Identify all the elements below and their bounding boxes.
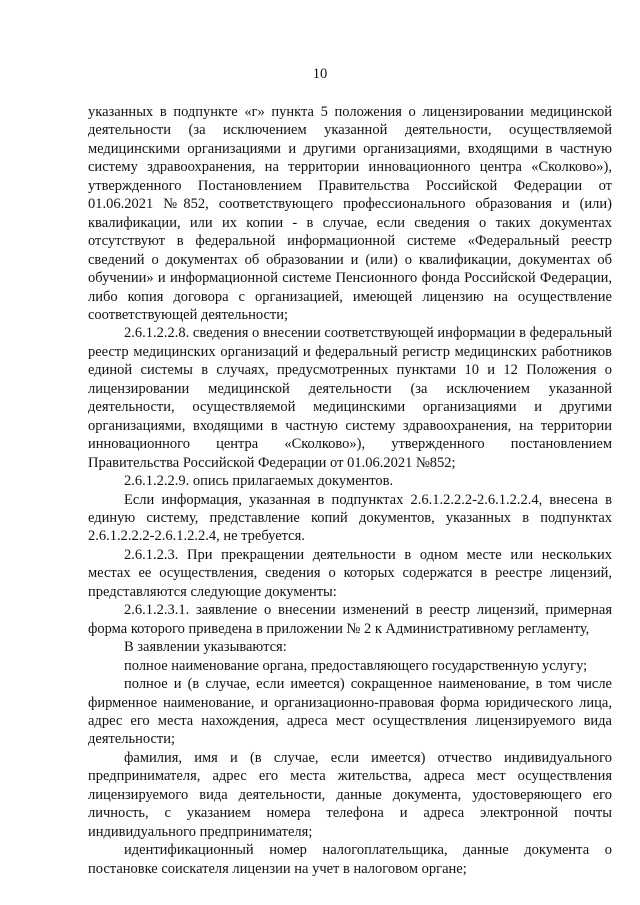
paragraph-individual-entrepreneur: фамилия, имя и (в случае, если имеется) отчество индивидуального предпринимателя, адрес его места жительства, адреса мест осуществления лицензируемого вида деятельности, данные документа, удостоверяющего его личность, с указанием номера телефона и адреса электронной почты индивидуального предпринимателя; <box>88 749 612 840</box>
paragraph-legal-entity: полное и (в случае, если имеется) сокращенное наименование, в том числе фирменное наименование, и организационно-правовая форма юридического лица, адрес его места нахождения, адреса мест осуществления лицензируемого вида деятельности; <box>88 676 612 748</box>
paragraph-2-6-1-2-2-8: 2.6.1.2.2.8. сведения о внесении соответствующей информации в федеральный реестр медицинских организаций и федеральный регистр медицинских работников единой системы в случаях, предусмотренных пунктами 10 и 12 Положения о лицензировании медицинской деятельности (за исключением указанной деятельности, осуществляемой медицинскими организациями и другими организациями, входящими в частную систему здравоохранения, на территории инновационного центра «Сколково»), утвержденного постановлением Правительства Российской Федерации от 01.06.2021 №852; <box>88 325 612 471</box>
paragraph-information-note: Если информация, указанная в подпунктах 2.6.1.2.2.2-2.6.1.2.2.4, внесена в единую систему, представление копий документов, указанных в подпунктах 2.6.1.2.2.2-2.6.1.2.2.4, не требуется. <box>88 491 612 545</box>
paragraph-continuation: указанных в подпункте «г» пункта 5 положения о лицензировании медицинской деятельности (за исключением указанной деятельности, осуществляемой медицинскими организациями и другими организациями, входящими в частную систему здравоохранения, на территории инновационного центра «Сколково»), утвержденного Постановлением Правительства Российской Федерации от 01.06.2021 №852, соответствующего профессионального образования и (или) квалификации, или их копии - в случае, если сведения о таких документах отсутствуют в федеральной информационной системе «Федеральный реестр сведений о документах об образовании и (или) о квалификации, документах об обучении» и информационной системе Пенсионного фонда Российской Федерации, либо копия договора с организацией, имеющей лицензию на осуществление соответствующей деятельности; <box>88 104 612 323</box>
paragraph-taxpayer-id: идентификационный номер налогоплательщика, данные документа о постановке соискателя лицензии на учет в налоговом органе; <box>88 842 612 877</box>
paragraph-2-6-1-2-3: 2.6.1.2.3. При прекращении деятельности в одном месте или нескольких местах ее осуществления, сведения о которых содержатся в реестре лицензий, представляются следующие документы: <box>88 546 612 600</box>
paragraph-2-6-1-2-2-9: 2.6.1.2.2.9. опись прилагаемых документов. <box>124 473 394 490</box>
paragraph-application-contents: В заявлении указываются: <box>124 639 287 656</box>
paragraph-authority-name: полное наименование органа, предоставляющего государственную услугу; <box>124 657 588 674</box>
paragraph-2-6-1-2-3-1: 2.6.1.2.3.1. заявление о внесении изменений в реестр лицензий, примерная форма которого приведена в приложении № 2 к Административному регламенту, <box>88 602 612 637</box>
document-body <box>88 103 612 878</box>
page-number: 10 <box>312 66 328 82</box>
